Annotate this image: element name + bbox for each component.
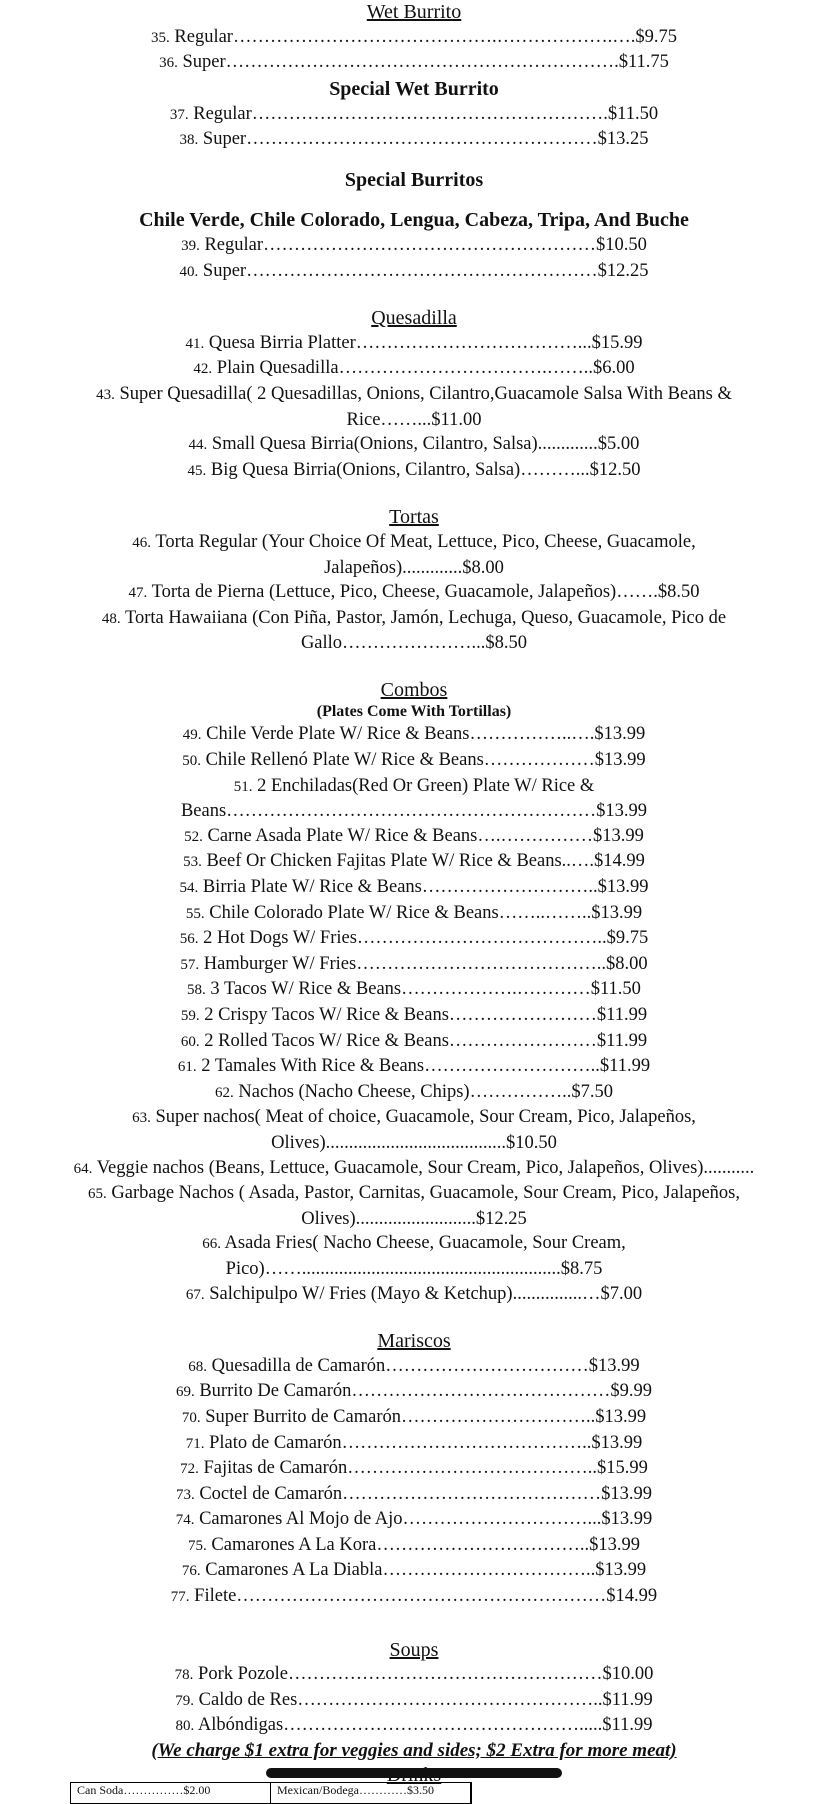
- item-text: Super nachos( Meat of choice, Guacamole, Sour Cream, Pico, Jalapeños, Olives).......................................$10.50: [150, 1107, 701, 1153]
- soup-item: [70, 1713, 758, 1739]
- combo-item: [70, 1080, 758, 1106]
- item-text: Small Quesa Birria(Onions, Cilantro, Salsa).............$5.00: [207, 434, 640, 455]
- marisco-item: [70, 1405, 758, 1431]
- item-text: Chile Verde Plate W/ Rice & Beans……………..….$13.99: [201, 724, 646, 745]
- item-number: 70.: [181, 1409, 201, 1426]
- item-number: 60.: [180, 1033, 200, 1050]
- item-number: 72.: [180, 1461, 199, 1478]
- item-number: 42.: [193, 361, 213, 378]
- item-text: Chile Colorado Plate W/ Rice & Beans……..……..$13.99: [204, 902, 643, 923]
- item-text: Super…………………………………………………$13.25: [198, 129, 649, 150]
- combo-item: [70, 722, 758, 748]
- item-text: 2 Crispy Tacos W/ Rice & Beans……………………$11.99: [199, 1005, 648, 1025]
- combo-item: [70, 1282, 758, 1308]
- item-text: Quesa Birria Platter………………………………...$15.99: [204, 332, 643, 353]
- item-number: 73.: [175, 1486, 195, 1503]
- item-number: 62.: [215, 1084, 234, 1101]
- item-text: Birria Plate W/ Rice & Beans………………………..$13.99: [198, 877, 649, 898]
- item-text: Pork Pozole……………………………………………$10.00: [193, 1664, 654, 1685]
- drinks-cell: Mexican/Bodega…………$3.50: [271, 1783, 471, 1803]
- quesadilla-item: [70, 356, 758, 382]
- marisco-item: [70, 1507, 758, 1533]
- wet-burrito-list: [70, 25, 758, 76]
- special-wet-burrito-list: [70, 102, 758, 153]
- marisco-item: [70, 1354, 758, 1380]
- item-number: 65.: [88, 1186, 107, 1203]
- wet-burrito-item: [70, 50, 758, 76]
- item-text: Nachos (Nacho Cheese, Chips)……………..$7.50: [233, 1081, 613, 1102]
- item-text: Salchipulpo W/ Fries (Mayo & Ketchup)...............…$7.00: [204, 1283, 643, 1304]
- item-text: Super Burrito de Camarón…………………………..$13.99: [200, 1406, 647, 1427]
- item-number: 43.: [96, 386, 115, 403]
- item-number: 56.: [179, 931, 199, 948]
- item-number: 50.: [182, 753, 202, 770]
- wet-burrito-heading: Wet Burrito: [366, 1, 462, 23]
- combos-list: [70, 722, 758, 1307]
- item-text: Super…………………………………………………$12.25: [198, 260, 649, 281]
- item-number: 45.: [187, 462, 207, 479]
- special-wet-burrito-heading: Special Wet Burrito: [329, 77, 499, 100]
- item-number: 67.: [185, 1286, 205, 1303]
- marisco-item: [70, 1584, 758, 1610]
- item-text: Garbage Nachos ( Asada, Pastor, Carnitas, Guacamole, Sour Cream, Pico, Jalapeños, Olives)..........................$12.25: [106, 1183, 745, 1229]
- drinks-cell: Can Soda……………$2.00: [71, 1783, 271, 1803]
- marisco-item: [70, 1456, 758, 1482]
- combo-item: [70, 824, 758, 850]
- quesadilla-item: [70, 458, 758, 484]
- item-number: 78.: [174, 1667, 194, 1684]
- item-text: Torta Hawaiiana (Con Piña, Pastor, Jamón, Lechuga, Queso, Guacamole, Pico de Gallo…………………...$8.50: [120, 607, 731, 654]
- item-number: 58.: [187, 982, 206, 999]
- item-text: Coctel de Camarón……………………………………$13.99: [194, 1483, 653, 1504]
- special-burritos-subtitle: Chile Verde, Chile Colorado, Lengua, Cabeza, Tripa, And Buche: [139, 208, 689, 231]
- quesadilla-item: [70, 382, 758, 432]
- combo-item: [70, 1231, 758, 1281]
- torta-item: [70, 606, 758, 656]
- combo-item: [70, 977, 758, 1003]
- torta-item: [70, 580, 758, 606]
- item-number: 38.: [179, 132, 199, 149]
- item-text: Quesadilla de Camarón……………………………$13.99: [207, 1355, 640, 1376]
- item-text: Big Quesa Birria(Onions, Cilantro, Salsa)………...$12.50: [206, 459, 641, 480]
- quesadilla-list: [70, 331, 758, 484]
- item-number: 37.: [169, 106, 189, 123]
- item-number: 35.: [151, 29, 170, 46]
- item-text: Asada Fries( Nacho Cheese, Guacamole, Sour Cream, Pico)……........................................................$8.75: [220, 1233, 631, 1279]
- combo-item: [70, 875, 758, 901]
- item-number: 68.: [188, 1358, 208, 1375]
- combo-item: [70, 1156, 758, 1182]
- soups-heading: Soups: [389, 1638, 439, 1661]
- combo-item: [70, 1003, 758, 1029]
- extra-charge-note: (We charge $1 extra for veggies and sides; $2 Extra for more meat): [151, 1740, 677, 1762]
- item-number: 44.: [188, 437, 208, 454]
- item-number: 40.: [179, 263, 199, 280]
- item-number: 79.: [175, 1692, 195, 1709]
- combo-item: [70, 1029, 758, 1055]
- item-text: Plato de Camarón…………………………………..$13.99: [204, 1432, 643, 1453]
- item-number: 55.: [185, 905, 205, 922]
- mariscos-heading: Mariscos: [377, 1330, 451, 1353]
- quesadilla-item: [70, 432, 758, 458]
- item-text: Torta de Pierna (Lettuce, Pico, Cheese, Guacamole, Jalapeños)…….$8.50: [147, 582, 700, 603]
- combo-item: [70, 1105, 758, 1155]
- item-text: 2 Hot Dogs W/ Fries…………………………………..$9.75: [198, 928, 649, 949]
- item-number: 48.: [101, 610, 121, 627]
- soup-item: [70, 1688, 758, 1714]
- item-text: Fajitas de Camarón…………………………………..$15.99: [198, 1458, 648, 1479]
- item-text: Regular…………………………………….……………….….$9.75: [169, 26, 677, 47]
- item-text: Beef Or Chicken Fajitas Plate W/ Rice & Beans..….$14.99: [201, 851, 645, 872]
- item-number: 66.: [202, 1236, 221, 1253]
- item-number: 64.: [73, 1160, 93, 1177]
- special-burritos-list: [70, 233, 758, 284]
- combos-heading: Combos: [380, 678, 448, 701]
- item-text: Chile Rellenó Plate W/ Rice & Beans………………$13.99: [201, 750, 646, 771]
- item-number: 41.: [185, 335, 205, 352]
- soup-item: [70, 1662, 758, 1688]
- item-number: 53.: [183, 854, 202, 871]
- combos-subtitle: (Plates Come With Tortillas): [316, 703, 512, 721]
- item-text: Camarones A La Diabla……………………………..$13.99: [200, 1560, 647, 1581]
- item-text: Burrito De Camarón……………………………………$9.99: [194, 1381, 653, 1402]
- special-burritos-heading: Special Burritos: [344, 168, 484, 191]
- quesadilla-heading: Quesadilla: [371, 307, 457, 330]
- item-text: Regular………………………………………………….$11.50: [188, 103, 659, 124]
- item-text: Camarones A La Kora……………………………..$13.99: [206, 1534, 640, 1555]
- special-wet-burrito-item: [70, 102, 758, 128]
- item-number: 76.: [181, 1563, 201, 1580]
- combo-item: [70, 1054, 758, 1080]
- tortas-heading: Tortas: [389, 506, 439, 529]
- item-text: 2 Rolled Tacos W/ Rice & Beans……………………$11.99: [199, 1030, 648, 1051]
- special-burrito-item: [70, 259, 758, 285]
- item-text: Carne Asada Plate W/ Rice & Beans….……………$13.99: [202, 825, 644, 846]
- item-text: 3 Tacos W/ Rice & Beans……………….…………$11.50: [205, 979, 641, 1000]
- home-indicator[interactable]: [266, 1768, 562, 1778]
- item-text: Super……………………………………………………….$11.75: [177, 52, 669, 73]
- soups-list: [70, 1662, 758, 1739]
- item-number: 69.: [175, 1384, 195, 1401]
- special-wet-burrito-item: [70, 127, 758, 153]
- item-number: 77.: [170, 1589, 190, 1606]
- marisco-item: [70, 1533, 758, 1559]
- quesadilla-item: [70, 331, 758, 357]
- item-number: 74.: [175, 1512, 195, 1529]
- item-number: 63.: [132, 1110, 151, 1127]
- torta-item: [70, 530, 758, 580]
- item-number: 54.: [179, 880, 199, 897]
- tortas-list: [70, 530, 758, 656]
- item-number: 80.: [175, 1718, 195, 1735]
- wet-burrito-item: [70, 25, 758, 51]
- item-number: 57.: [180, 956, 200, 973]
- item-number: 46.: [132, 534, 152, 551]
- item-text: Torta Regular (Your Choice Of Meat, Lettuce, Pico, Cheese, Guacamole, Jalapeños).............$8.00: [151, 531, 701, 578]
- item-text: Filete……………………………………………………$14.99: [189, 1586, 658, 1607]
- item-number: 59.: [180, 1008, 200, 1024]
- drinks-table: [70, 1782, 472, 1804]
- item-text: Caldo de Res…………………………………………..$11.99: [194, 1689, 653, 1710]
- item-text: Camarones Al Mojo de Ajo…………………………...$13.99: [194, 1509, 653, 1530]
- combo-item: [70, 926, 758, 952]
- combo-item: [70, 748, 758, 774]
- combo-item: [70, 1181, 758, 1231]
- item-number: 52.: [184, 828, 203, 845]
- item-number: 61.: [177, 1059, 197, 1076]
- item-text: Plain Quesadilla…………………………….……..$6.00: [212, 358, 635, 379]
- item-text: 2 Tamales With Rice & Beans………………………..$11.99: [196, 1056, 651, 1077]
- item-text: Veggie nachos (Beans, Lettuce, Guacamole, Sour Cream, Pico, Jalapeños, Olives)...........: [92, 1157, 755, 1178]
- item-text: Regular………………………………………………$10.50: [199, 234, 647, 255]
- item-text: Super Quesadilla( 2 Quesadillas, Onions, Cilantro,Guacamole Salsa With Beans & Rice……...$11.00: [114, 383, 737, 430]
- marisco-item: [70, 1482, 758, 1508]
- combo-item: [70, 774, 758, 824]
- item-number: 36.: [159, 55, 178, 72]
- item-number: 39.: [181, 237, 200, 254]
- special-burrito-item: [70, 233, 758, 259]
- item-number: 49.: [182, 727, 202, 744]
- item-number: 75.: [188, 1537, 207, 1554]
- item-text: 2 Enchiladas(Red Or Green) Plate W/ Rice & Beans……………………………………………………$13.99: [180, 775, 648, 822]
- item-number: 71.: [185, 1435, 205, 1452]
- item-text: Albóndigas………………………………………….....$11.99: [194, 1715, 653, 1736]
- combo-item: [70, 849, 758, 875]
- marisco-item: [70, 1558, 758, 1584]
- marisco-item: [70, 1379, 758, 1405]
- item-number: 51.: [233, 778, 253, 795]
- item-text: Hamburger W/ Fries…………………………………..$8.00: [199, 953, 648, 974]
- item-number: 47.: [128, 585, 148, 602]
- mariscos-list: [70, 1354, 758, 1610]
- combo-item: [70, 952, 758, 978]
- marisco-item: [70, 1431, 758, 1457]
- combo-item: [70, 901, 758, 927]
